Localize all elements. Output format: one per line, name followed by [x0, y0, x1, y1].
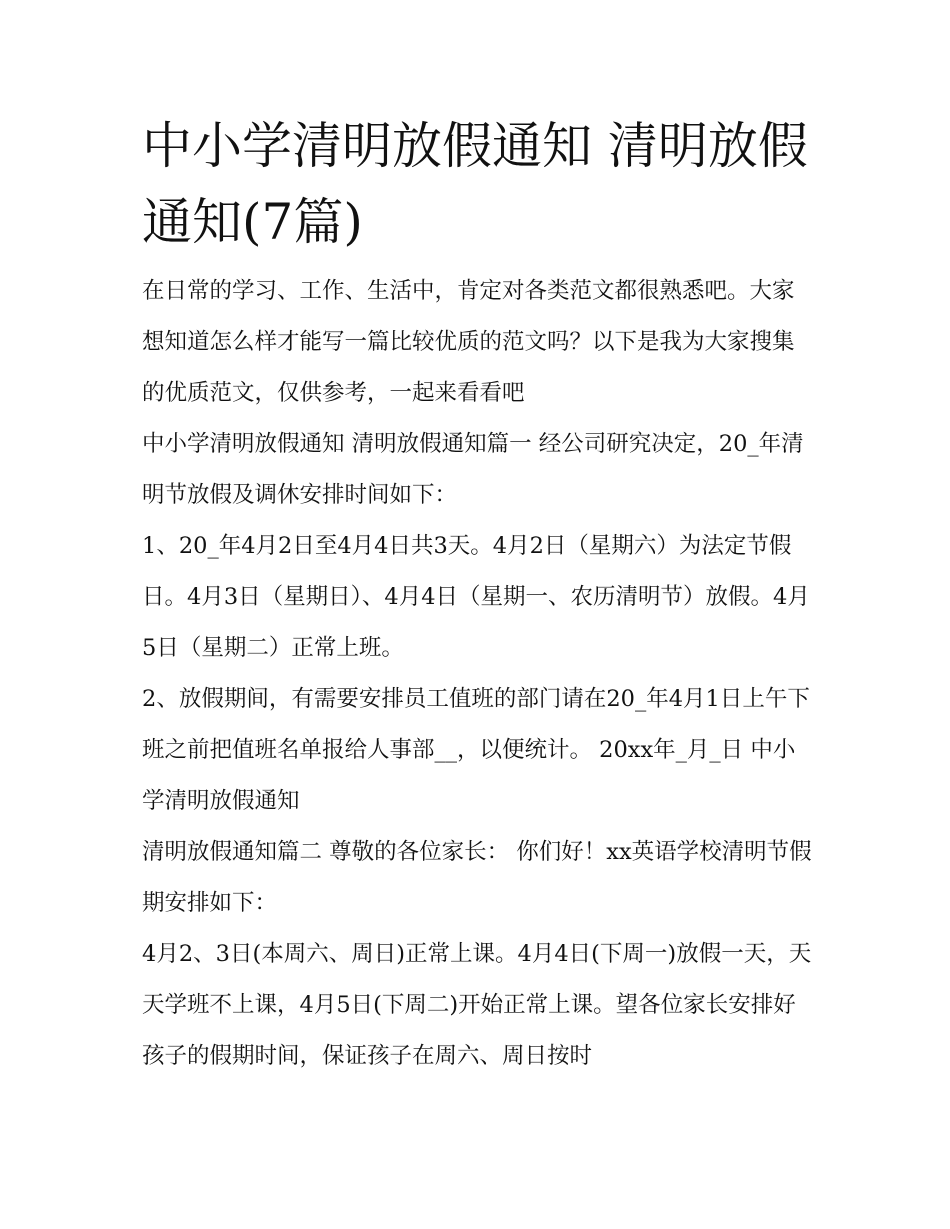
document-title: 中小学清明放假通知 清明放假通知(7篇): [142, 117, 808, 251]
paragraph-item-1: 1、20_年4月2日至4月4日共3天。4月2日（星期六）为法定节假日。4月3日（星期日）、4月4日（星期一、农历清明节）放假。4月5日（星期二）正常上班。: [142, 533, 810, 661]
document-page: [142, 108, 812, 1082]
paragraph-intro: 在日常的学习、工作、生活中，肯定对各类范文都很熟悉吧。大家想知道怎么样才能写一篇比较优质的范文吗？以下是我为大家搜集的优质范文，仅供参考，一起来看看吧: [142, 278, 795, 406]
paragraph-schedule: 4月2、3日(本周六、周日)正常上课。4月4日(下周一)放假一天，天天学班不上课，4月5日(下周二)开始正常上课。望各位家长安排好孩子的假期时间，保证孩子在周六、周日按时: [142, 941, 812, 1069]
paragraph-item-2: 2、放假期间，有需要安排员工值班的部门请在20_年4月1日上午下班之前把值班名单报给人事部__，以便统计。 20xx年_月_日 中小学清明放假通知: [142, 686, 810, 814]
paragraph-notice-2: 清明放假通知篇二 尊敬的各位家长： 你们好！xx英语学校清明节假期安排如下：: [142, 839, 812, 916]
document-body: [142, 266, 812, 1082]
paragraph-notice-1: 中小学清明放假通知 清明放假通知篇一 经公司研究决定，20_年清明节放假及调休安排时间如下：: [142, 431, 804, 508]
